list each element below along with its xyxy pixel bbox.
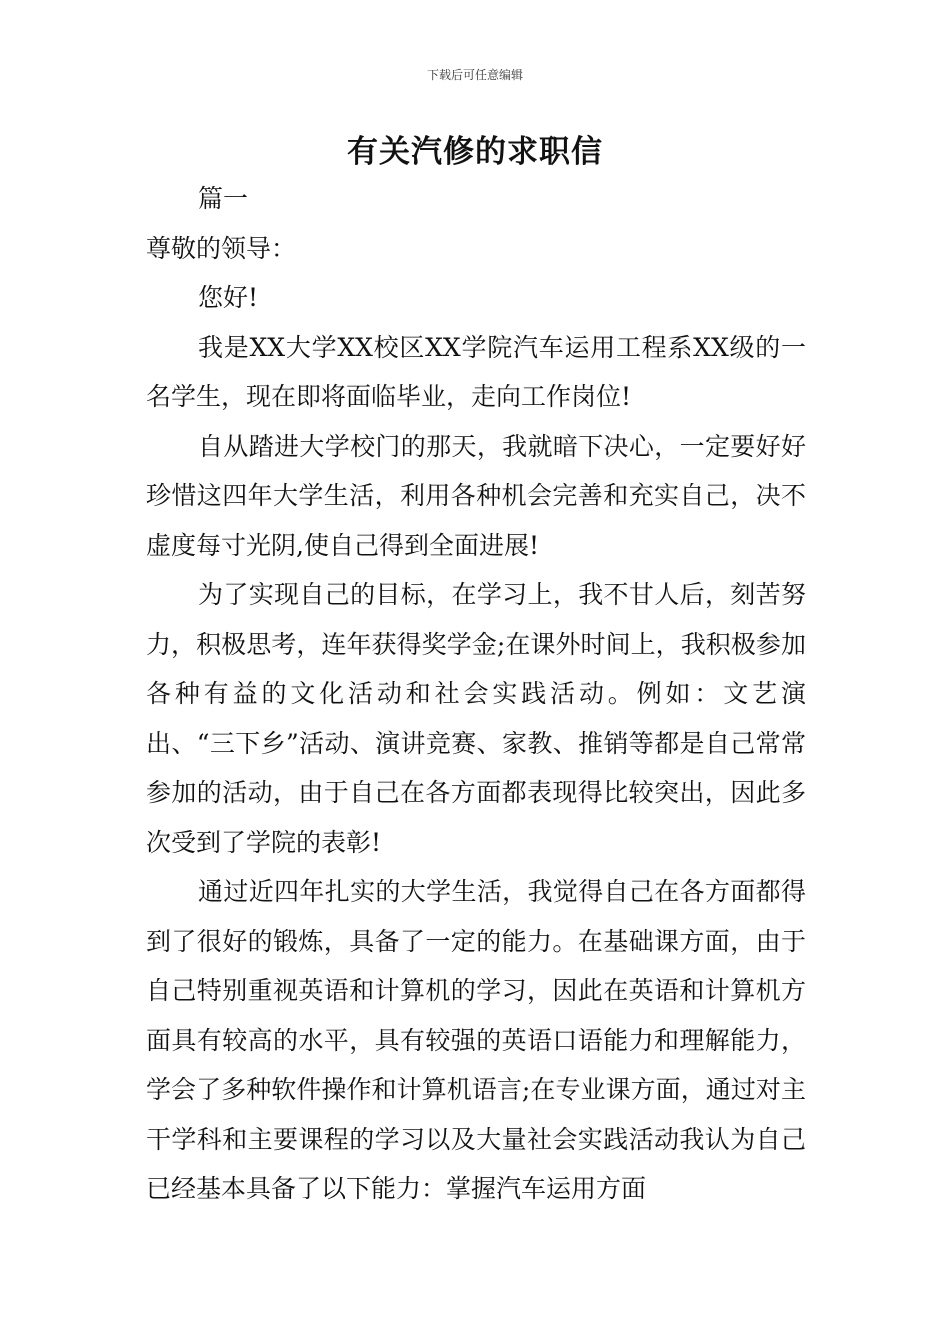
paragraph-abilities: 通过近四年扎实的大学生活，我觉得自己在各方面都得到了很好的锻炼，具备了一定的能力。在基础课方面，由于自己特别重视英语和计算机的学习，因此在英语和计算机方面具有较高的水平，具有较强的英语口语能力和理解能力，学会了多种软件操作和计算机语言;在专业课方面，通过对主干学科和主要课程的学习以及大量社会实践活动我认为自己已经基本具备了以下能力：掌握汽车运用方面 (146, 877, 806, 1203)
document-body (146, 174, 806, 1214)
paragraph-intro: 我是XX大学XX校区XX学院汽车运用工程系XX级的一名学生，现在即将面临毕业，走向工作岗位! (146, 332, 806, 411)
paragraph-activities: 为了实现自己的目标，在学习上，我不甘人后，刻苦努力，积极思考，连年获得奖学金;在课外时间上，我积极参加各种有益的文化活动和社会实践活动。例如：文艺演出、“三下乡”活动、演讲竞赛、家教、推销等都是自己常常参加的活动，由于自己在各方面都表现得比较突出，因此多次受到了学院的表彰! (146, 580, 806, 857)
greeting: 您好! (198, 283, 259, 312)
salutation: 尊敬的领导： (146, 233, 297, 263)
document-title: 有关汽修的求职信 (347, 134, 603, 170)
paragraph-resolve: 自从踏进大学校门的那天，我就暗下决心，一定要好好珍惜这四年大学生活，利用各种机会完善和充实自己，决不虚度每寸光阴,使自己得到全面进展! (146, 431, 806, 560)
section-label: 篇一 (198, 184, 249, 213)
page-header: 下载后可任意编辑 (426, 68, 523, 82)
